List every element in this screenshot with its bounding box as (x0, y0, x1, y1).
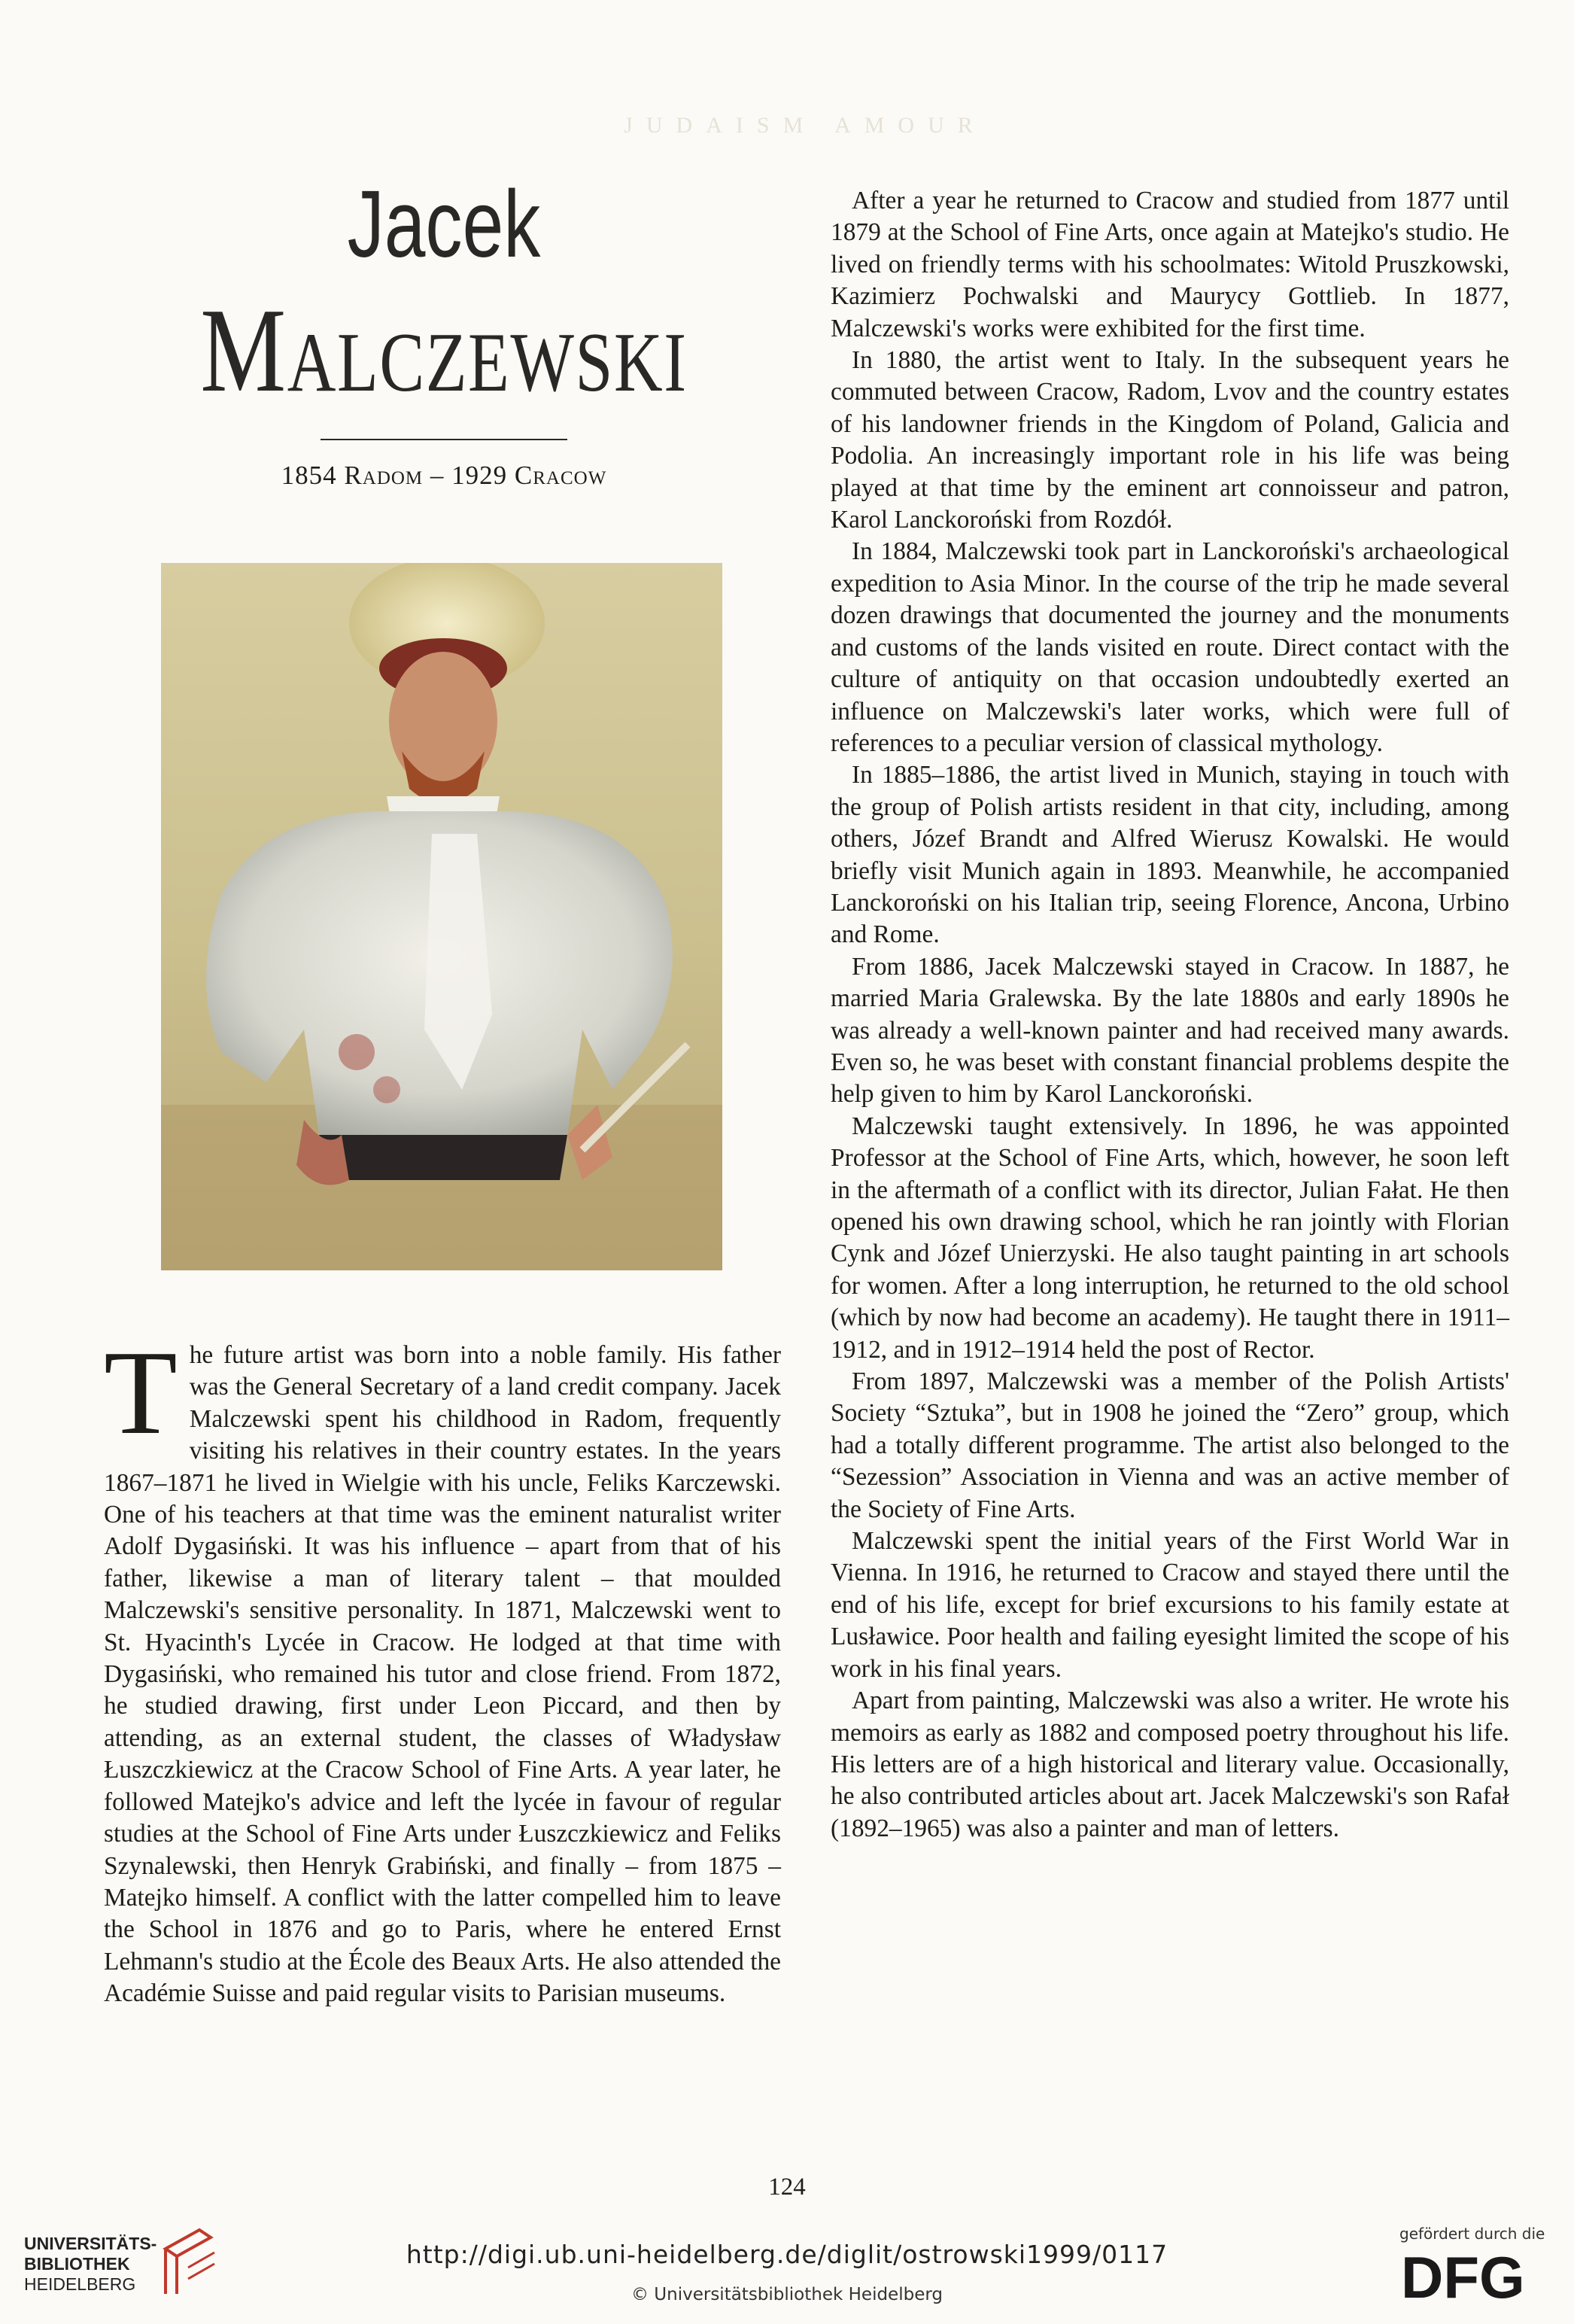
right-paragraph-2: In 1880, the artist went to Italy. In the subsequent years he commuted between Cracow, Radom, Lvov and the country estates of his landowner friends in the Kingdom of Poland, Galicia and Podolia. An increasingly important role in his life was being played at that time by the eminent art connoisseur and patron, Karol Lanckoroński from Rozdół. (831, 346, 1509, 534)
right-paragraph-1: After a year he returned to Cracow and studied from 1877 until 1879 at the School of Fine Arts, once again at Matejko's studio. He lived on friendly terms with his schoolmates: Witold Pruszkowski, Kazimierz Pochwalski and Maurycy Gottlieb. In 1877, Malczewski's works were exhibited for the first time. (831, 187, 1509, 342)
library-name-line1: UNIVERSITÄTS- (24, 2234, 157, 2253)
copyright-notice: © Universitätsbibliothek Heidelberg (631, 2285, 943, 2304)
right-paragraph-4: In 1885–1886, the artist lived in Munich, staying in touch with the group of Polish artists resident in that city, including, among others, Józef Brandt and Alfred Wierusz Kowalski. He would briefly visit Munich again in 1893. Meanwhile, he accompanied Lanckoroński on his Italian trip, seeing Florence, Ancona, Urbino and Rome. (831, 761, 1509, 949)
library-name-line3: HEIDELBERG (24, 2274, 136, 2294)
permalink-url[interactable] (0, 2240, 1574, 2269)
self-portrait-painting (161, 563, 722, 1270)
artist-first-name: Jacek (347, 171, 541, 277)
left-paragraph-1: he future artist was born into a noble family. His father was the General Secretary of a land credit company. Jacek Malczewski spent his childhood in Radom, frequently visiting his relatives in their country estates. In the years 1867–1871 he lived in Wielgie with his uncle, Feliks Karczewski. One of his teachers at that time was the eminent naturalist writer Adolf Dygasiński. It was his influence – apart from that of his father, likewise a man of literary talent – that moulded Malczewski's sensitive personality. In 1871, Malczewski went to St. Hyacinth's Lycée in Cracow. He lodged at that time with Dygasiński, who remained his tutor and close friend. From 1872, he studied drawing, first under Leon Piccard, and then by attending, as an external student, the classes of Władysław Łuszczkiewicz at the Cracow School of Fine Arts. A year later, he followed Matejko's advice and left the lycée in favour of regular studies at the School of Fine Arts under Łuszczkiewicz and Feliks Szynalewski, then Henryk Grabiński, and finally – from 1875 – Matejko himself. A conflict with the latter compelled him to leave the School in 1876 and go to Paris, where he entered Ernst Lehmann's studio at the École des Beaux Arts. He also attended the Académie Suisse and paid regular visits to Parisian museums. (104, 1341, 781, 2008)
page-number: 124 (768, 2173, 806, 2201)
bleed-through-header: JUDAISM AMOUR (624, 113, 986, 138)
right-paragraph-7: From 1897, Malczewski was a member of the Polish Artists' Society “Sztuka”, but in 1908 he joined the “Zero” group, which had a totally different programme. The artist also belonged to the “Sezession” Association in Vienna and was an active member of the Society of Fine Arts. (831, 1367, 1509, 1523)
right-paragraph-8: Malczewski spent the initial years of the First World War in Vienna. In 1916, he returned to Cracow and stayed there until the end of his life, except for brief excursions to his family estate at Lusławice. Poor health and failing eyesight limited the scope of his work in his final years. (831, 1527, 1509, 1683)
artist-last-name (173, 282, 715, 418)
library-name-line2: BIBLIOTHEK (24, 2254, 130, 2274)
left-text-column (104, 1325, 781, 2010)
artist-last-name-text: Malczewski (200, 283, 688, 417)
artist-dates-text: 1854 Radom – 1929 Cracow (281, 461, 607, 490)
dfg-logo-icon[interactable] (1399, 2246, 1550, 2307)
dfg-logo-text: DFG (1401, 2246, 1525, 2307)
right-paragraph-5: From 1886, Jacek Malczewski stayed in Cracow. In 1887, he married Maria Gralewska. By the late 1880s and early 1890s he was already a well-known painter and had received many awards. Even so, he was beset with constant financial problems despite the help given to him by Karol Lanckoroński. (831, 952, 1509, 1109)
self-portrait-painting-icon (161, 563, 722, 1270)
funding-caption: gefördert durch die (1399, 2225, 1545, 2243)
right-text-column (831, 185, 1509, 1845)
right-paragraph-3: In 1884, Malczewski took part in Lanckoroński's archaeological expedition to Asia Minor. In the course of the trip he made several dozen drawings that documented the journey and the monuments and customs of the lands visited en route. Direct contact with the culture of antiquity on that occasion undoubtedly exerted an influence on Malczewski's later works, which were full of references to a peculiar version of classical mythology. (831, 537, 1509, 757)
artist-dates (105, 461, 782, 491)
right-paragraph-9: Apart from painting, Malczewski was also a writer. He wrote his memoirs as early as 1882 and composed poetry throughout his life. His letters are of a high historical and literary value. Occasionally, he also contributed articles about art. Jacek Malczewski's son Rafał (1892–1965) was also a painter and man of letters. (831, 1687, 1509, 1842)
permalink-link[interactable]: http://digi.ub.uni-heidelberg.de/diglit/ostrowski1999/0117 (406, 2240, 1168, 2269)
drop-cap: T (104, 1325, 178, 1459)
right-paragraph-6: Malczewski taught extensively. In 1896, he was appointed Professor at the School of Fine Arts, which, however, he soon left in the aftermath of a conflict with its director, Julian Fałat. He then opened his own drawing school, which he ran jointly with Florian Cynk and Józef Unierzyski. He also taught painting in art schools for women. After a long interruption, he returned to the old school (which by now had become an academy). He taught there in 1911–1912, and in 1912–1914 held the post of Rector. (831, 1112, 1509, 1364)
title-divider (321, 439, 567, 440)
